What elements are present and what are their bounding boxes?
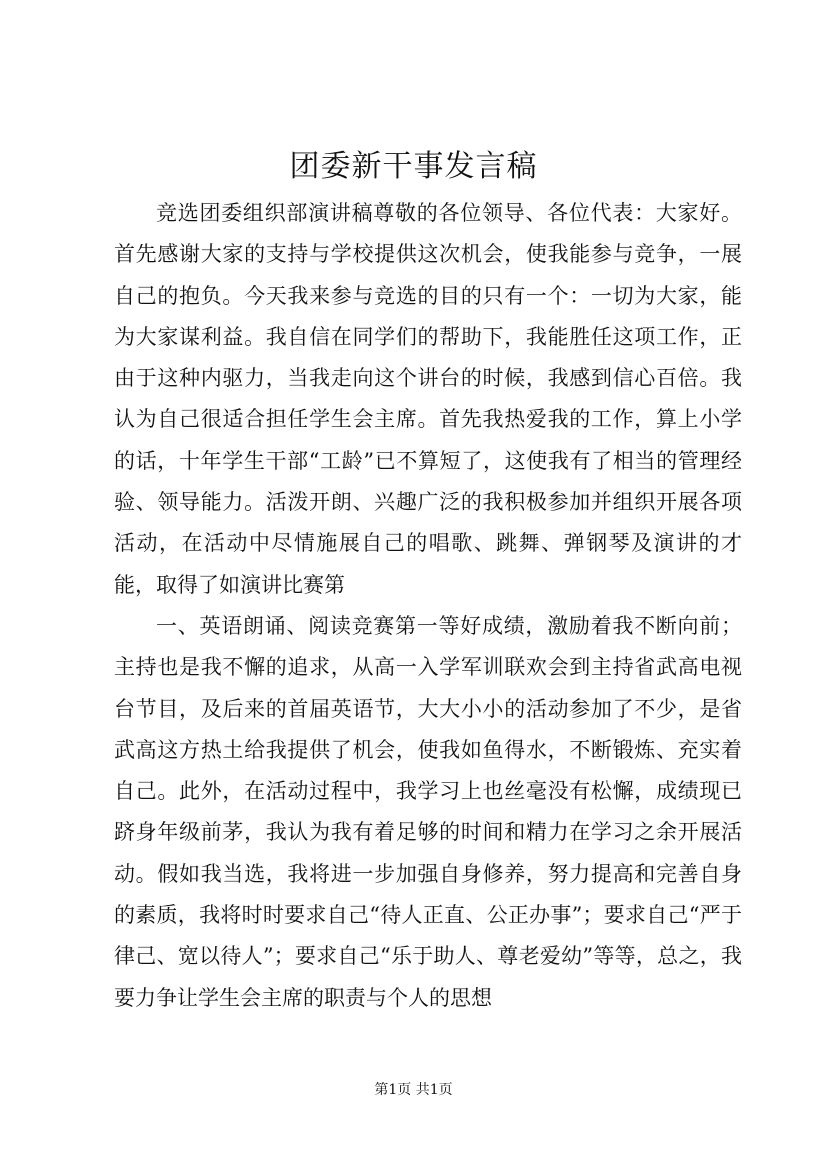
document-body — [114, 193, 742, 1019]
page-footer: 第1页 共1页 — [374, 1082, 453, 1098]
paragraph-1: 竞选团委组织部演讲稿尊敬的各位领导、各位代表：大家好。首先感谢大家的支持与学校提供这次机会，使我能参与竞争，一展自己的抱负。今天我来参与竞选的目的只有一个：一切为大家，能为大家谋利益。我自信在同学们的帮助下，我能胜任这项工作，正由于这种内驱力，当我走向这个讲台的时候，我感到信心百倍。我认为自己很适合担任学生会主席。首先我热爱我的工作，算上小学的话，十年学生干部“工龄”已不算短了，这使我有了相当的管理经验、领导能力。活泼开朗、兴趣广泛的我积极参加并组织开展各项活动，在活动中尽情施展自己的唱歌、跳舞、弹钢琴及演讲的才能，取得了如演讲比赛第 — [114, 201, 742, 597]
paragraph-2: 一、英语朗诵、阅读竞赛第一等好成绩，激励着我不断向前；主持也是我不懈的追求，从高一入学军训联欢会到主持省武高电视台节目，及后来的首届英语节，大大小小的活动参加了不少，是省武高这方热土给我提供了机会，使我如鱼得水，不断锻炼、充实着自己。此外，在活动过程中，我学习上也丝毫没有松懈，成绩现已跻身年级前茅，我认为我有着足够的时间和精力在学习之余开展活动。假如我当选，我将进一步加强自身修养，努力提高和完善自身的素质，我将时时要求自己“待人正直、公正办事”；要求自己“严于律己、宽以待人”；要求自己“乐于助人、尊老爱幼”等等，总之，我要力争让学生会主席的职责与个人的思想 — [114, 613, 742, 1010]
document-title: 团委新干事发言稿 — [289, 149, 538, 184]
